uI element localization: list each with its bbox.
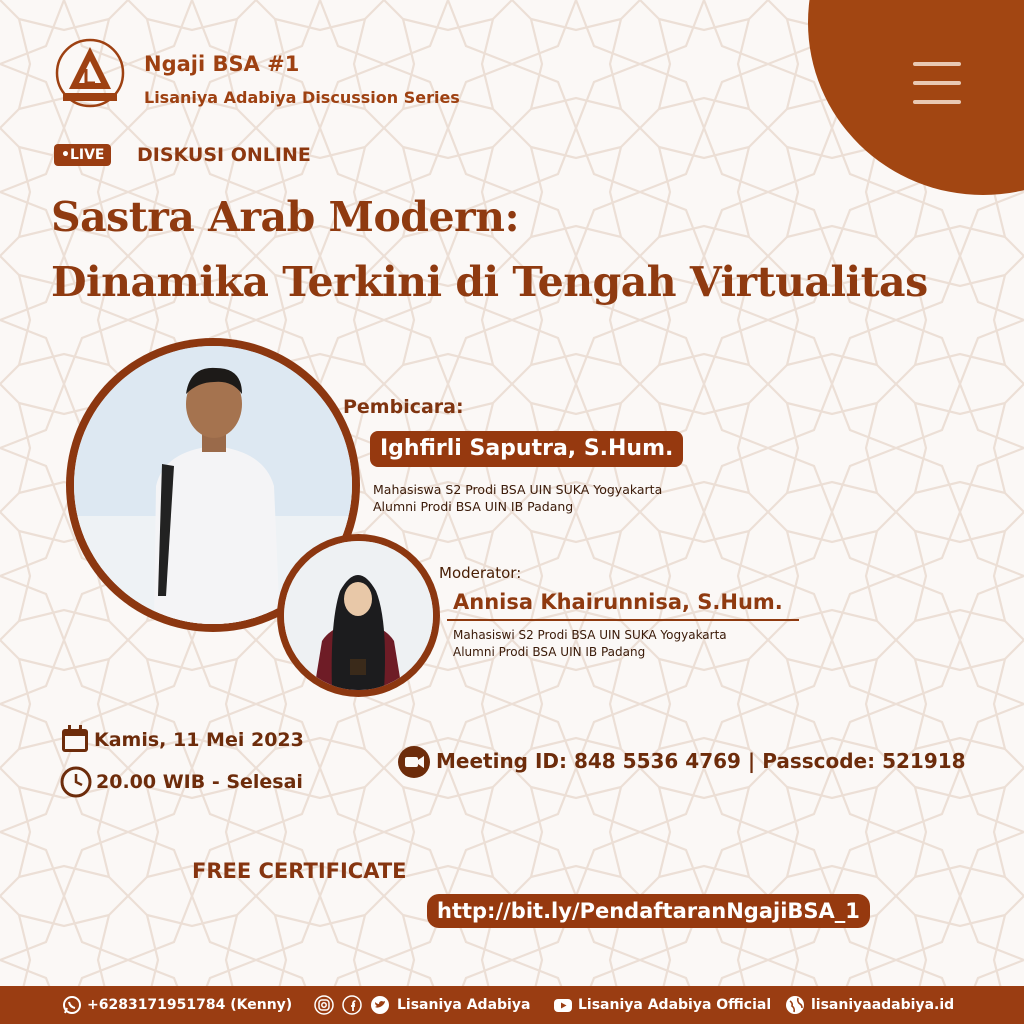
speaker-details [373, 481, 662, 515]
twitter-icon[interactable] [370, 995, 390, 1015]
moderator-detail-line: Mahasiswi S2 Prodi BSA UIN SUKA Yogyakarta [453, 628, 727, 642]
video-camera-icon [397, 745, 431, 779]
footer-whatsapp[interactable]: +6283171951784 (Kenny) [87, 997, 293, 1013]
registration-link[interactable]: http://bit.ly/PendaftaranNgajiBSA_1 [427, 894, 870, 928]
moderator-photo-frame [277, 534, 440, 697]
speaker-role-label: Pembicara: [343, 396, 464, 418]
facebook-icon[interactable] [342, 995, 362, 1015]
clock-icon [60, 766, 92, 798]
series-subtitle: Lisaniya Adabiya Discussion Series [144, 88, 460, 107]
footer-website[interactable]: lisaniyaadabiya.id [811, 997, 955, 1013]
moderator-photo [284, 541, 433, 690]
footer-youtube[interactable]: Lisaniya Adabiya Official [578, 997, 772, 1013]
meeting-credentials: Meeting ID: 848 5536 4769 | Passcode: 521918 [436, 749, 966, 773]
live-badge: •LIVE [54, 144, 111, 166]
lisaniya-adabiya-logo [49, 37, 131, 109]
globe-icon [785, 995, 805, 1015]
moderator-details [453, 627, 727, 661]
instagram-icon[interactable] [314, 995, 334, 1015]
whatsapp-icon [62, 995, 82, 1015]
moderator-detail-line: Alumni Prodi BSA UIN IB Padang [453, 645, 646, 659]
speaker-detail-line: Mahasiswa S2 Prodi BSA UIN SUKA Yogyakarta [373, 482, 663, 497]
moderator-role-label: Moderator: [439, 564, 522, 582]
event-type-label: DISKUSI ONLINE [137, 144, 311, 166]
event-title-line-1: Sastra Arab Modern: [51, 193, 520, 241]
event-title-line-2: Dinamika Terkini di Tengah Virtualitas [51, 258, 928, 306]
footer-bar [0, 986, 1024, 1024]
calendar-icon [60, 724, 90, 754]
moderator-name: Annisa Khairunnisa, S.Hum. [453, 590, 783, 614]
footer-social-handle[interactable]: Lisaniya Adabiya [397, 997, 531, 1013]
free-certificate-label: FREE CERTIFICATE [192, 859, 407, 883]
youtube-icon[interactable] [553, 995, 573, 1015]
speaker-detail-line: Alumni Prodi BSA UIN IB Padang [373, 499, 574, 514]
event-time: 20.00 WIB - Selesai [96, 771, 303, 793]
moderator-underline [447, 619, 799, 621]
series-title: Ngaji BSA #1 [144, 52, 300, 76]
event-date: Kamis, 11 Mei 2023 [94, 729, 304, 751]
speaker-name: Ighfirli Saputra, S.Hum. [370, 431, 683, 467]
menu-icon[interactable] [913, 60, 961, 108]
